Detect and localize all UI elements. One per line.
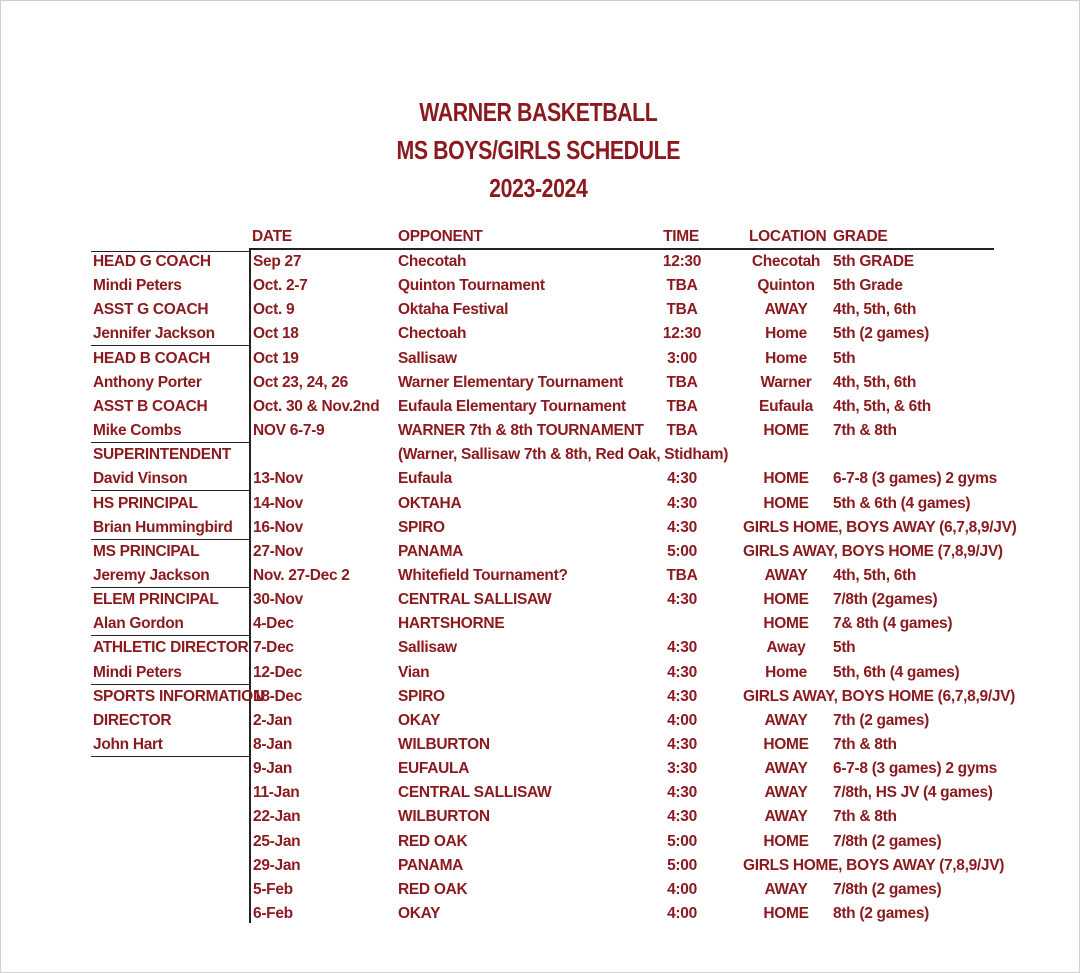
staff-line: HS PRINCIPAL bbox=[93, 494, 198, 512]
game-time: 12:30 bbox=[662, 253, 702, 270]
game-time: TBA bbox=[666, 373, 698, 391]
header-grade: GRADE bbox=[833, 228, 888, 245]
game-date: 6-Feb bbox=[253, 905, 293, 923]
header-time: TIME bbox=[663, 228, 699, 245]
game-opponent: HARTSHORNE bbox=[398, 615, 505, 633]
game-time: 4:30 bbox=[667, 591, 697, 609]
game-opponent: WILBURTON bbox=[398, 736, 490, 753]
game-grade: 7th & 8th bbox=[833, 422, 897, 440]
game-location: Eufaula bbox=[759, 397, 813, 415]
game-opponent: RED OAK bbox=[398, 880, 468, 898]
game-location: GIRLS AWAY, BOYS HOME (7,8,9/JV) bbox=[743, 542, 1003, 560]
game-date: 27-Nov bbox=[253, 542, 303, 560]
header-opponent: OPPONENT bbox=[398, 228, 483, 245]
game-location: AWAY bbox=[764, 808, 808, 826]
game-location: Home bbox=[765, 663, 807, 681]
game-date: 5-Feb bbox=[253, 880, 293, 898]
staff-line: David Vinson bbox=[93, 470, 188, 488]
game-date: Oct. 9 bbox=[253, 301, 295, 319]
staff-divider bbox=[91, 442, 249, 443]
game-location: AWAY bbox=[764, 566, 808, 584]
game-date: 11-Jan bbox=[253, 784, 300, 802]
game-opponent: CENTRAL SALLISAW bbox=[398, 591, 552, 609]
game-opponent: Sallisaw bbox=[398, 639, 457, 657]
staff-divider bbox=[91, 345, 249, 346]
game-location: GIRLS HOME, BOYS AWAY (6,7,8,9/JV) bbox=[743, 518, 1017, 536]
game-time: 3:30 bbox=[667, 760, 697, 778]
game-location: AWAY bbox=[764, 711, 808, 729]
game-date: NOV 6-7-9 bbox=[253, 422, 325, 440]
game-time: 4:30 bbox=[667, 687, 697, 705]
staff-line: HEAD B COACH bbox=[93, 349, 210, 367]
staff-divider bbox=[91, 756, 249, 757]
game-location: HOME bbox=[763, 470, 809, 488]
game-date: Oct. 2-7 bbox=[253, 277, 308, 295]
game-time: 4:30 bbox=[667, 736, 697, 753]
game-grade: 7/8th (2 games) bbox=[833, 880, 942, 898]
game-date: Nov. 27-Dec 2 bbox=[253, 566, 350, 584]
game-opponent: EUFAULA bbox=[398, 760, 470, 778]
game-opponent: OKTAHA bbox=[398, 494, 462, 512]
staff-divider bbox=[91, 587, 249, 588]
game-opponent: Chectoah bbox=[398, 325, 467, 343]
game-opponent: Oktaha Festival bbox=[398, 301, 509, 319]
staff-line: Anthony Porter bbox=[93, 373, 202, 391]
game-grade: 5th bbox=[833, 349, 856, 367]
game-date: 25-Jan bbox=[253, 832, 301, 850]
game-date: 14-Nov bbox=[253, 494, 303, 512]
staff-line: HEAD G COACH bbox=[93, 253, 211, 270]
game-time: 4:30 bbox=[667, 470, 697, 488]
staff-line: ELEM PRINCIPAL bbox=[93, 591, 219, 609]
game-grade: 7/8th, HS JV (4 games) bbox=[833, 784, 993, 802]
staff-line: ASST G COACH bbox=[93, 301, 209, 319]
game-opponent: (Warner, Sallisaw 7th & 8th, Red Oak, Stidham) bbox=[398, 446, 729, 464]
staff-line: Alan Gordon bbox=[93, 615, 184, 633]
date-column-rule bbox=[249, 248, 251, 923]
staff-line: John Hart bbox=[93, 736, 163, 753]
game-grade: 5th, 6th (4 games) bbox=[833, 663, 960, 681]
staff-line: SPORTS INFORMATION bbox=[93, 687, 264, 705]
staff-divider bbox=[91, 490, 249, 491]
game-location: HOME bbox=[763, 494, 809, 512]
game-time: 12:30 bbox=[662, 325, 702, 343]
game-opponent: Quinton Tournament bbox=[398, 277, 545, 295]
game-location: HOME bbox=[763, 905, 809, 923]
game-grade: 7th & 8th bbox=[833, 736, 897, 753]
game-date: 18-Dec bbox=[253, 687, 303, 705]
game-opponent: Eufaula bbox=[398, 470, 452, 488]
staff-line: Jennifer Jackson bbox=[93, 325, 215, 343]
staff-divider bbox=[91, 684, 249, 685]
game-time: 4:00 bbox=[667, 905, 697, 923]
game-date: 9-Jan bbox=[253, 760, 292, 778]
game-time: 4:30 bbox=[667, 808, 697, 826]
staff-top-rule bbox=[91, 251, 249, 252]
game-grade: 5th GRADE bbox=[833, 253, 914, 270]
game-time: 4:00 bbox=[667, 880, 697, 898]
game-grade: 5th Grade bbox=[833, 277, 903, 295]
game-location: HOME bbox=[763, 832, 809, 850]
game-grade: 4th, 5th, & 6th bbox=[833, 397, 931, 415]
staff-line: Mindi Peters bbox=[93, 663, 182, 681]
game-grade: 6-7-8 (3 games) 2 gyms bbox=[833, 760, 997, 778]
game-opponent: Warner Elementary Tournament bbox=[398, 373, 624, 391]
game-time: 4:00 bbox=[667, 711, 697, 729]
header-date: DATE bbox=[252, 228, 292, 245]
game-time: 4:30 bbox=[667, 518, 697, 536]
game-time: 3:00 bbox=[667, 349, 697, 367]
game-date: Oct 18 bbox=[253, 325, 299, 343]
game-grade: 4th, 5th, 6th bbox=[833, 373, 917, 391]
game-date: Oct. 30 & Nov.2nd bbox=[253, 397, 380, 415]
game-grade: 5th & 6th (4 games) bbox=[833, 494, 971, 512]
game-time: 4:30 bbox=[667, 639, 697, 657]
game-date: 16-Nov bbox=[253, 518, 303, 536]
game-grade: 7& 8th (4 games) bbox=[833, 615, 953, 633]
game-date: 13-Nov bbox=[253, 470, 303, 488]
game-location: AWAY bbox=[764, 880, 808, 898]
game-location: AWAY bbox=[764, 301, 808, 319]
schedule-season: 2023-2024 bbox=[489, 173, 588, 203]
game-grade: 6-7-8 (3 games) 2 gyms bbox=[833, 470, 997, 488]
game-date: Oct 23, 24, 26 bbox=[253, 373, 348, 391]
game-location: Home bbox=[765, 349, 807, 367]
game-date: 12-Dec bbox=[253, 663, 303, 681]
schedule-subtitle: MS BOYS/GIRLS SCHEDULE bbox=[396, 135, 681, 165]
game-grade: 5th bbox=[833, 639, 856, 657]
staff-line: SUPERINTENDENT bbox=[93, 446, 231, 464]
game-grade: 7th (2 games) bbox=[833, 711, 930, 729]
game-grade: 7th & 8th bbox=[833, 808, 897, 826]
game-opponent: WARNER 7th & 8th TOURNAMENT bbox=[398, 422, 644, 440]
staff-line: MS PRINCIPAL bbox=[93, 542, 200, 560]
game-opponent: SPIRO bbox=[398, 687, 445, 705]
header-location: LOCATION bbox=[749, 228, 827, 245]
game-grade: 7/8th (2games) bbox=[833, 591, 938, 609]
game-opponent: RED OAK bbox=[398, 832, 468, 850]
game-date: 4-Dec bbox=[253, 615, 294, 633]
staff-divider bbox=[91, 635, 249, 636]
game-opponent: PANAMA bbox=[398, 856, 464, 874]
game-opponent: WILBURTON bbox=[398, 808, 490, 826]
game-location: HOME bbox=[763, 736, 809, 753]
game-time: TBA bbox=[666, 566, 698, 584]
game-time: 5:00 bbox=[667, 832, 697, 850]
staff-line: Brian Hummingbird bbox=[93, 518, 233, 536]
game-opponent: Sallisaw bbox=[398, 349, 457, 367]
game-location: Warner bbox=[760, 373, 812, 391]
game-time: TBA bbox=[666, 301, 698, 319]
game-location: GIRLS AWAY, BOYS HOME (6,7,8,9/JV) bbox=[743, 687, 1016, 705]
staff-divider bbox=[91, 539, 249, 540]
game-location: Away bbox=[766, 639, 806, 657]
game-date: 7-Dec bbox=[253, 639, 294, 657]
staff-line: ATHLETIC DIRECTOR bbox=[93, 639, 249, 657]
game-time: 5:00 bbox=[667, 856, 697, 874]
game-grade: 4th, 5th, 6th bbox=[833, 566, 917, 584]
game-location: GIRLS HOME, BOYS AWAY (7,8,9/JV) bbox=[743, 856, 1005, 874]
staff-line: ASST B COACH bbox=[93, 397, 208, 415]
game-date: 29-Jan bbox=[253, 856, 301, 874]
game-grade: 5th (2 games) bbox=[833, 325, 930, 343]
game-time: 4:30 bbox=[667, 784, 697, 802]
game-location: AWAY bbox=[764, 760, 808, 778]
game-opponent: OKAY bbox=[398, 905, 441, 923]
game-location: HOME bbox=[763, 422, 809, 440]
game-date: 8-Jan bbox=[253, 736, 292, 753]
game-location: Checotah bbox=[751, 253, 821, 270]
game-opponent: OKAY bbox=[398, 711, 441, 729]
game-date: Sep 27 bbox=[253, 253, 302, 270]
game-opponent: CENTRAL SALLISAW bbox=[398, 784, 552, 802]
game-location: Home bbox=[765, 325, 807, 343]
game-opponent: SPIRO bbox=[398, 518, 445, 536]
game-location: HOME bbox=[763, 615, 809, 633]
game-time: 5:00 bbox=[667, 542, 697, 560]
game-date: Oct 19 bbox=[253, 349, 299, 367]
game-time: TBA bbox=[666, 277, 698, 295]
staff-line: Mike Combs bbox=[93, 422, 182, 440]
game-opponent: Vian bbox=[398, 663, 430, 681]
game-opponent: Eufaula Elementary Tournament bbox=[398, 397, 626, 415]
game-grade: 7/8th (2 games) bbox=[833, 832, 942, 850]
game-location: AWAY bbox=[764, 784, 808, 802]
header-rule bbox=[249, 248, 994, 250]
game-date: 2-Jan bbox=[253, 711, 292, 729]
game-location: HOME bbox=[763, 591, 809, 609]
staff-line: DIRECTOR bbox=[93, 711, 172, 729]
game-grade: 4th, 5th, 6th bbox=[833, 301, 917, 319]
game-time: 4:30 bbox=[667, 494, 697, 512]
game-opponent: Whitefield Tournament? bbox=[398, 566, 568, 584]
game-time: TBA bbox=[666, 422, 698, 440]
game-date: 30-Nov bbox=[253, 591, 303, 609]
schedule-title: WARNER BASKETBALL bbox=[419, 97, 658, 127]
game-location: Quinton bbox=[757, 277, 815, 295]
game-opponent: PANAMA bbox=[398, 542, 464, 560]
game-time: 4:30 bbox=[667, 663, 697, 681]
staff-line: Jeremy Jackson bbox=[93, 566, 210, 584]
game-date: 22-Jan bbox=[253, 808, 301, 826]
game-grade: 8th (2 games) bbox=[833, 905, 930, 923]
game-opponent: Checotah bbox=[398, 253, 467, 270]
game-time: TBA bbox=[666, 397, 698, 415]
staff-line: Mindi Peters bbox=[93, 277, 182, 295]
